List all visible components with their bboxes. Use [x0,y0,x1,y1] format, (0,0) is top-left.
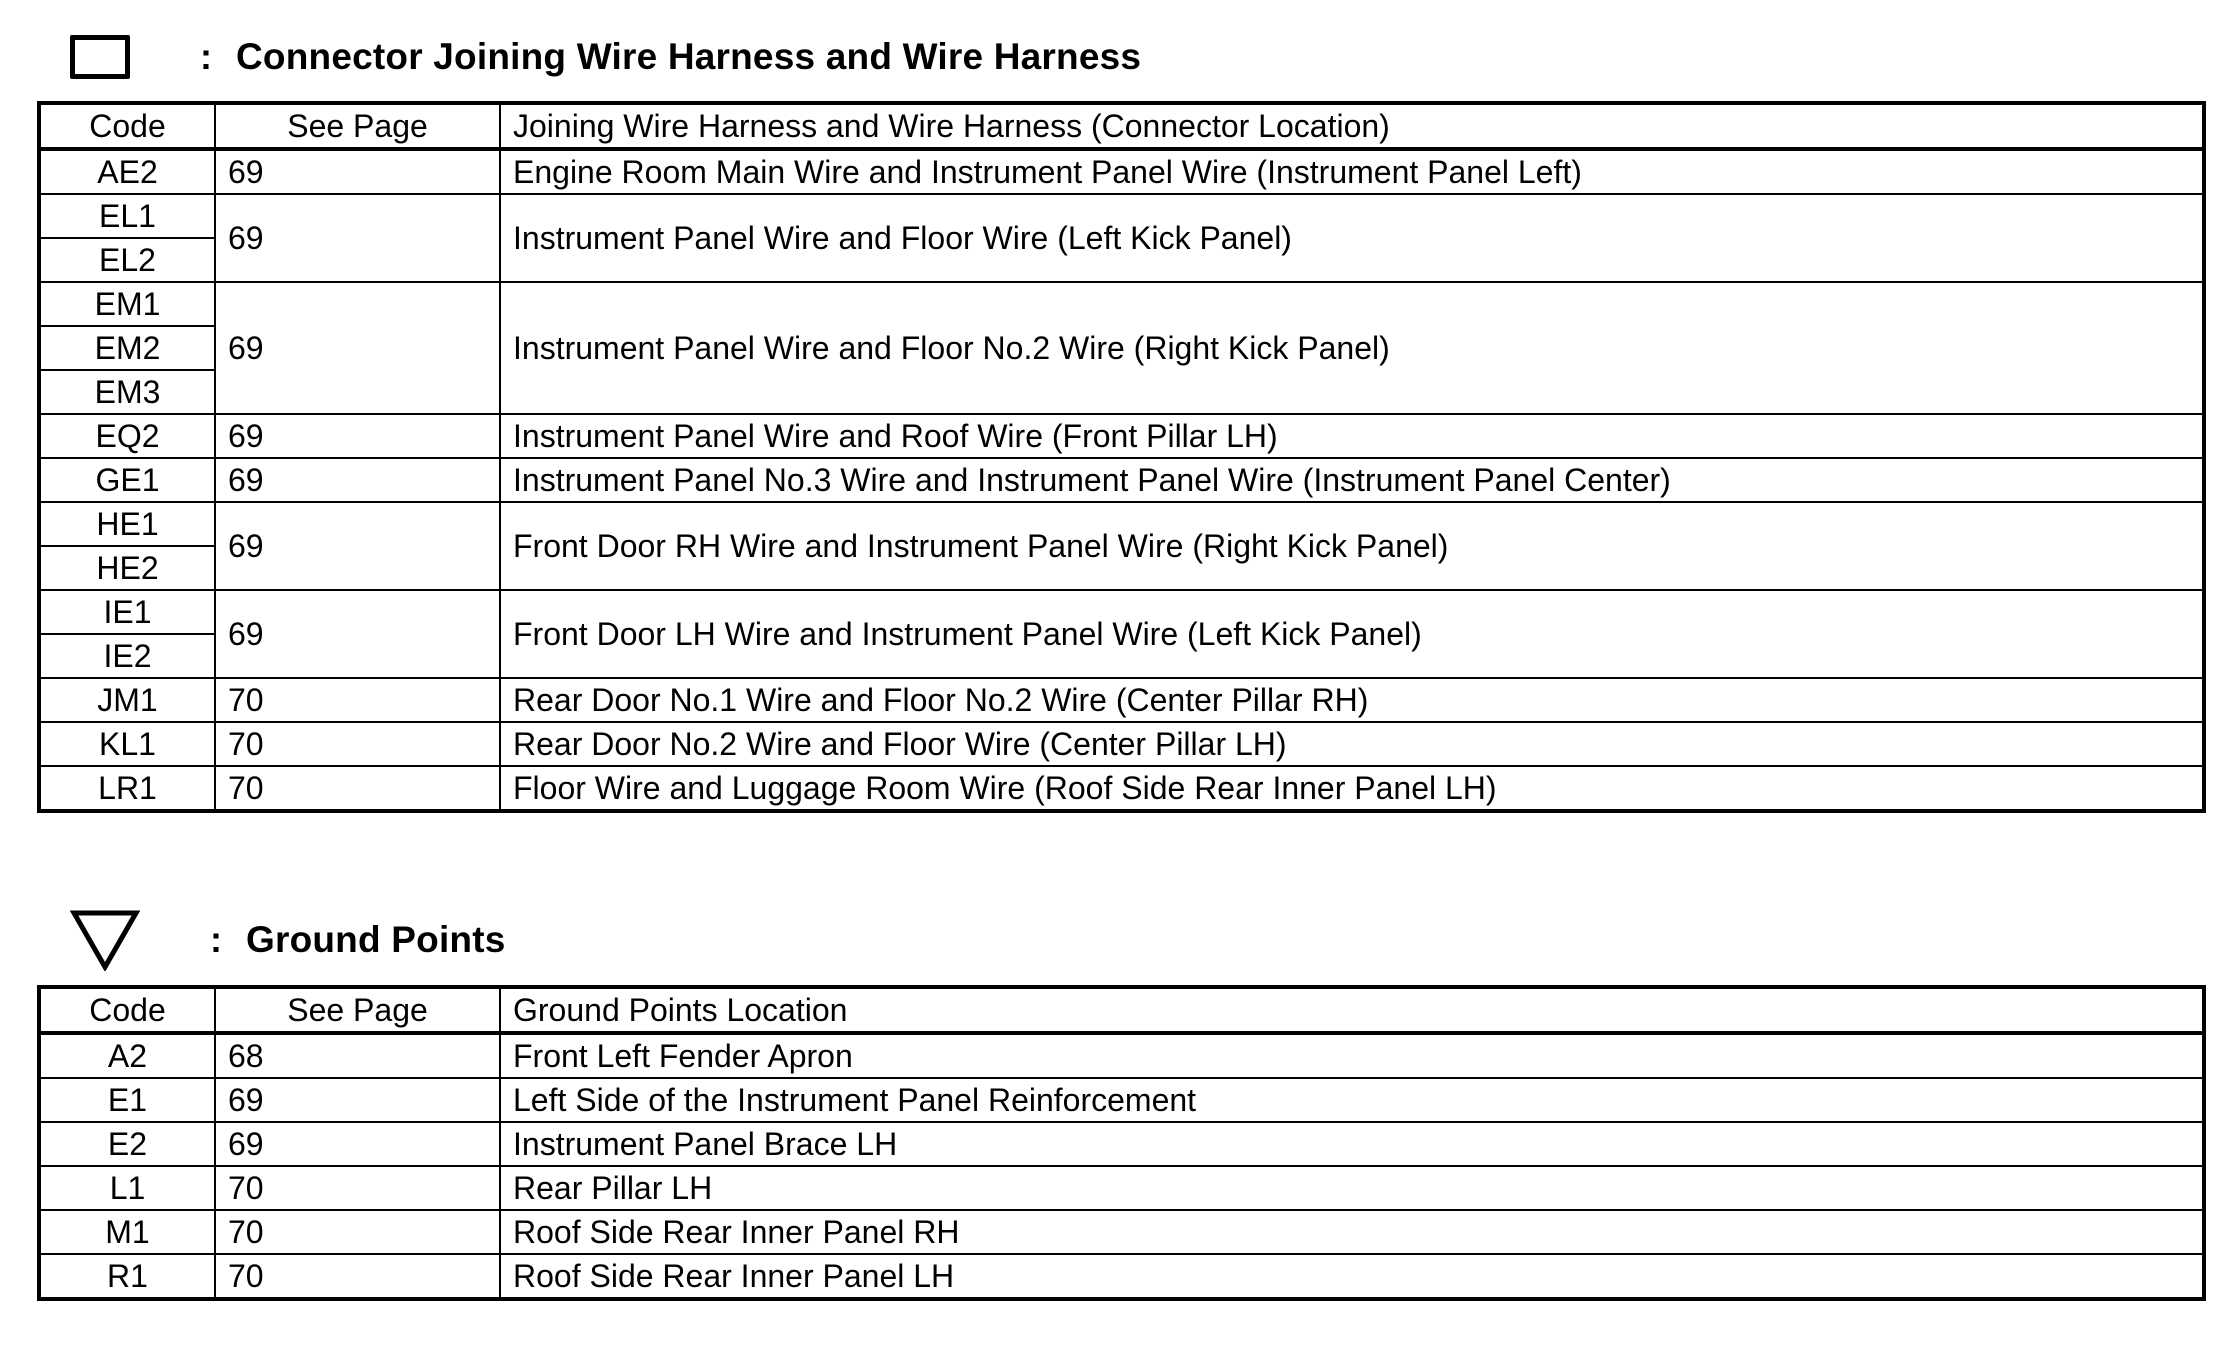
table-header-row [39,987,2204,1033]
see-page-cell: 69 [215,458,500,502]
location-cell: Rear Pillar LH [500,1166,2204,1210]
see-page-cell: 69 [215,1078,500,1122]
heading-colon: : [200,36,212,77]
location-cell: Front Left Fender Apron [500,1033,2204,1078]
code-cell: HE2 [39,546,215,590]
location-cell: Instrument Panel Wire and Floor No.2 Wire (Right Kick Panel) [500,282,2204,414]
table-row [39,502,2204,546]
table-row [39,1033,2204,1078]
column-header-location: Joining Wire Harness and Wire Harness (Connector Location) [500,103,2204,149]
down-triangle-icon [70,909,140,971]
see-page-cell: 69 [215,194,500,282]
ground-section-heading [70,905,506,975]
location-cell: Instrument Panel No.3 Wire and Instrument Panel Wire (Instrument Panel Center) [500,458,2204,502]
ground-table-body [39,1033,2204,1299]
code-cell: EL1 [39,194,215,238]
code-cell: AE2 [39,149,215,194]
see-page-cell: 70 [215,1210,500,1254]
connector-section-title: Connector Joining Wire Harness and Wire Harness [236,36,1142,77]
table-row [39,678,2204,722]
ground-table [37,985,2206,1301]
location-cell: Instrument Panel Brace LH [500,1122,2204,1166]
location-cell: Roof Side Rear Inner Panel RH [500,1210,2204,1254]
table-row [39,458,2204,502]
table-row [39,1210,2204,1254]
code-cell: JM1 [39,678,215,722]
table-row [39,149,2204,194]
code-cell: KL1 [39,722,215,766]
see-page-cell: 69 [215,149,500,194]
code-cell: IE1 [39,590,215,634]
column-header-see-page: See Page [215,103,500,149]
location-cell: Rear Door No.2 Wire and Floor Wire (Center Pillar LH) [500,722,2204,766]
column-header-location: Ground Points Location [500,987,2204,1033]
code-cell: R1 [39,1254,215,1299]
table-row [39,414,2204,458]
code-cell: M1 [39,1210,215,1254]
code-cell: EM3 [39,370,215,414]
see-page-cell: 69 [215,590,500,678]
rectangle-box-icon [70,35,130,79]
location-cell: Left Side of the Instrument Panel Reinforcement [500,1078,2204,1122]
table-header-row [39,103,2204,149]
see-page-cell: 69 [215,414,500,458]
table-row [39,1122,2204,1166]
code-cell: E1 [39,1078,215,1122]
code-cell: IE2 [39,634,215,678]
column-header-see-page: See Page [215,987,500,1033]
see-page-cell: 70 [215,722,500,766]
connector-table [37,101,2206,813]
code-cell: L1 [39,1166,215,1210]
ground-section-title: Ground Points [246,919,506,960]
heading-colon: : [210,919,222,960]
table-row [39,1166,2204,1210]
location-cell: Rear Door No.1 Wire and Floor No.2 Wire (Center Pillar RH) [500,678,2204,722]
table-row [39,766,2204,811]
location-cell: Front Door LH Wire and Instrument Panel Wire (Left Kick Panel) [500,590,2204,678]
location-cell: Front Door RH Wire and Instrument Panel Wire (Right Kick Panel) [500,502,2204,590]
table-row [39,282,2204,326]
code-cell: EL2 [39,238,215,282]
location-cell: Instrument Panel Wire and Floor Wire (Left Kick Panel) [500,194,2204,282]
code-cell: HE1 [39,502,215,546]
table-row [39,1078,2204,1122]
code-cell: EM1 [39,282,215,326]
table-row [39,722,2204,766]
column-header-code: Code [39,987,215,1033]
see-page-cell: 70 [215,766,500,811]
see-page-cell: 70 [215,1254,500,1299]
see-page-cell: 69 [215,502,500,590]
see-page-cell: 70 [215,678,500,722]
connector-section-heading [70,22,1141,92]
code-cell: GE1 [39,458,215,502]
code-cell: E2 [39,1122,215,1166]
location-cell: Roof Side Rear Inner Panel LH [500,1254,2204,1299]
connector-table-body [39,149,2204,811]
code-cell: A2 [39,1033,215,1078]
location-cell: Floor Wire and Luggage Room Wire (Roof Side Rear Inner Panel LH) [500,766,2204,811]
table-row [39,590,2204,634]
see-page-cell: 68 [215,1033,500,1078]
table-row [39,194,2204,238]
column-header-code: Code [39,103,215,149]
table-row [39,1254,2204,1299]
location-cell: Instrument Panel Wire and Roof Wire (Front Pillar LH) [500,414,2204,458]
see-page-cell: 70 [215,1166,500,1210]
see-page-cell: 69 [215,1122,500,1166]
code-cell: LR1 [39,766,215,811]
see-page-cell: 69 [215,282,500,414]
location-cell: Engine Room Main Wire and Instrument Panel Wire (Instrument Panel Left) [500,149,2204,194]
code-cell: EQ2 [39,414,215,458]
code-cell: EM2 [39,326,215,370]
